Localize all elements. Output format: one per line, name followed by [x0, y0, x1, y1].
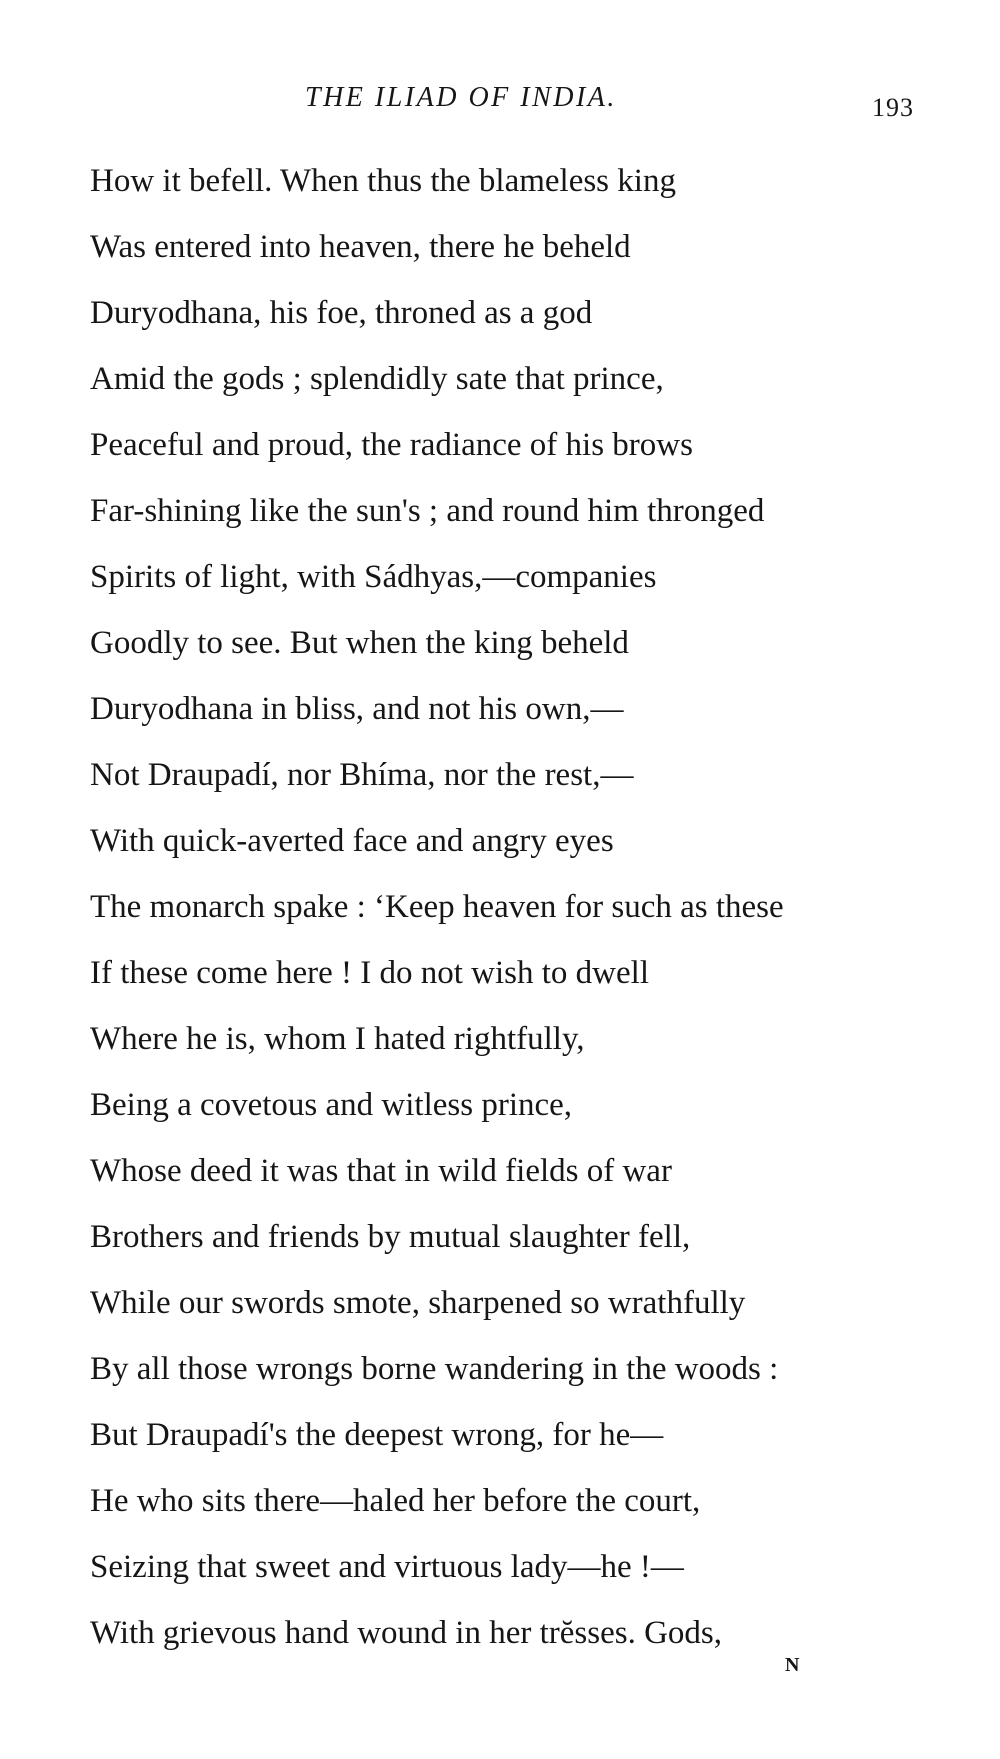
- poem-line: The monarch spake : ‘Keep heaven for such as these: [90, 889, 784, 925]
- poem-line: Being a covetous and witless prince,: [90, 1087, 573, 1123]
- poem-text: [90, 156, 970, 1674]
- poem-line: Goodly to see. But when the king beheld: [90, 625, 629, 661]
- poem-line: But Draupadí's the deepest wrong, for he—: [90, 1417, 664, 1453]
- poem-line: Duryodhana in bliss, and not his own,—: [90, 691, 624, 727]
- poem-line: Where he is, whom I hated rightfully,: [90, 1021, 585, 1057]
- poem-line: He who sits there—haled her before the court,: [90, 1483, 701, 1519]
- poem-line: Not Draupadí, nor Bhíma, nor the rest,—: [90, 757, 634, 793]
- poem-line: Duryodhana, his foe, throned as a god: [90, 295, 593, 331]
- poem-line: Peaceful and proud, the radiance of his brows: [90, 427, 693, 463]
- poem-line: Spirits of light, with Sádhyas,—companies: [90, 559, 657, 595]
- signature-mark: N: [785, 1654, 800, 1676]
- poem-line: With quick-averted face and angry eyes: [90, 823, 614, 859]
- running-title: THE ILIAD OF INDIA.: [305, 82, 617, 113]
- running-head: [0, 78, 1000, 122]
- poem-line: Whose deed it was that in wild fields of war: [90, 1153, 672, 1189]
- poem-line: Seizing that sweet and virtuous lady—he !—: [90, 1549, 684, 1585]
- poem-line: While our swords smote, sharpened so wrathfully: [90, 1285, 746, 1321]
- page-number: 193: [872, 93, 914, 122]
- poem-line: If these come here ! I do not wish to dwell: [90, 955, 650, 991]
- poem-line: Amid the gods ; splendidly sate that prince,: [90, 361, 664, 397]
- poem-line: Far-shining like the sun's ; and round him thronged: [90, 493, 765, 529]
- poem-line: With grievous hand wound in her trĕsses. Gods,: [90, 1615, 722, 1651]
- poem-line: Was entered into heaven, there he beheld: [90, 229, 631, 265]
- poem-line: Brothers and friends by mutual slaughter fell,: [90, 1219, 691, 1255]
- poem-line: By all those wrongs borne wandering in the woods :: [90, 1351, 779, 1387]
- poem-line: How it befell. When thus the blameless king: [90, 163, 676, 199]
